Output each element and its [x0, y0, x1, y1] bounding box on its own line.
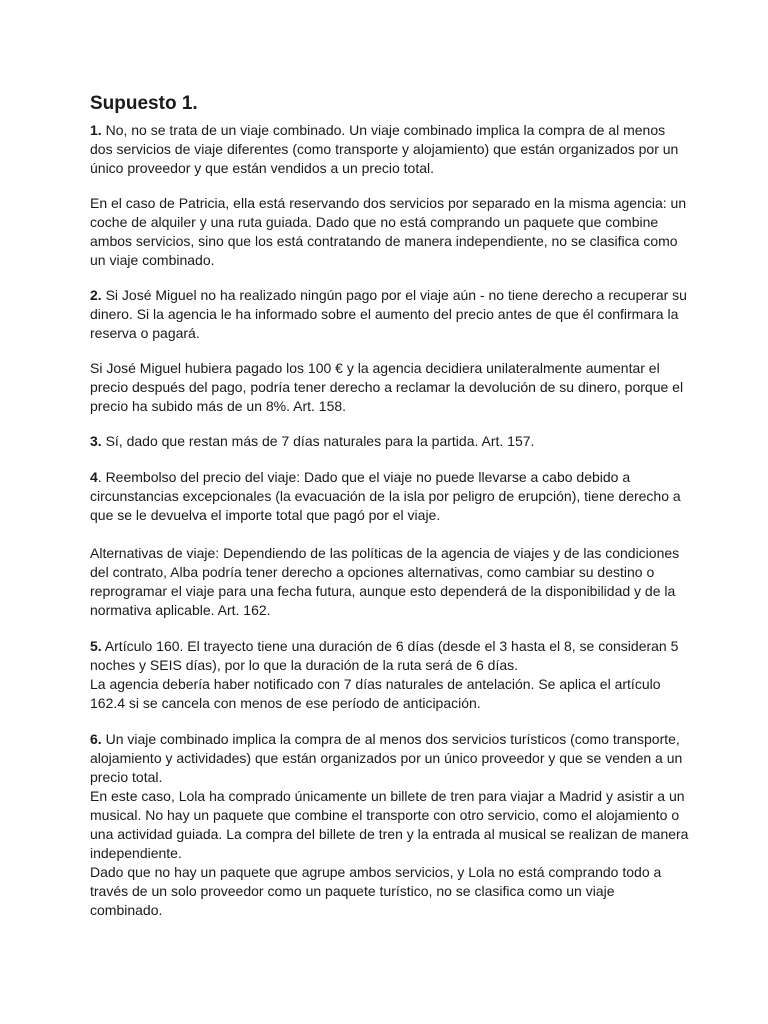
answer-5-paragraph-2: La agencia debería haber notificado con 7 días naturales de antelación. Se aplica el artículo 162.4 si se cancela con menos de ese período de anticipación. — [90, 676, 661, 711]
answer-4-paragraph-2: Alternativas de viaje: Dependiendo de las políticas de la agencia de viajes y de las condiciones del contrato, Alba podría tener derecho a opciones alternativas, como cambiar su destino o reprogramar el viaje para una fecha futura, aunque esto dependerá de la disponibilidad y de la normativa aplicable. Art. 162. — [90, 545, 680, 618]
document-title: Supuesto 1. — [90, 93, 198, 114]
answer-2-text: Si José Miguel no ha realizado ningún pago por el viaje aún - no tiene derecho a recuperar su dinero. Si la agencia le ha informado sobre el aumento del precio antes de que él confirmara la reserva o pagará. — [90, 287, 687, 341]
answer-5-paragraph-1 — [90, 637, 690, 675]
answer-2-paragraph-1 — [90, 286, 690, 343]
document-page — [90, 92, 690, 920]
answer-6-text: Un viaje combinado implica la compra de al menos dos servicios turísticos (como transporte, alojamiento y actividades) que están organizados por un único proveedor y que se venden a un precio total. — [90, 731, 683, 785]
answer-1-paragraph-1 — [90, 121, 690, 178]
answer-6-paragraph-2: En este caso, Lola ha comprado únicamente un billete de tren para viajar a Madrid y asistir a un musical. No hay un paquete que combine el transporte con otro servicio, como el alojamiento o una actividad guiada. La compra del billete de tren y la entrada al musical se realizan de manera independiente. — [90, 788, 689, 861]
answer-1-paragraph-2: En el caso de Patricia, ella está reservando dos servicios por separado en la misma agencia: un coche de alquiler y una ruta guiada. Dado que no está comprando un paquete que combine ambos servicios, sino que los está contratando de manera independiente, no se clasifica como un viaje combinado. — [90, 195, 687, 268]
answer-6-paragraph-3: Dado que no hay un paquete que agrupe ambos servicios, y Lola no está comprando todo a través de un solo proveedor como un paquete turístico, no se clasifica como un viaje combinado. — [90, 864, 662, 918]
answer-6-paragraph-1 — [90, 730, 690, 787]
answer-6-number: 6. — [90, 731, 102, 747]
answer-5-number: 5. — [90, 638, 102, 654]
answer-3-number: 3. — [90, 433, 102, 449]
answer-1-number: 1. — [90, 122, 102, 138]
answer-4-paragraph-1 — [90, 468, 690, 525]
answer-2-paragraph-2: Si José Miguel hubiera pagado los 100 € y la agencia decidiera unilateralmente aumentar el precio después del pago, podría tener derecho a reclamar la devolución de su dinero, porque el precio ha subido más de un 8%. Art. 158. — [90, 360, 684, 414]
answer-4-text: . Reembolso del precio del viaje: Dado que el viaje no puede llevarse a cabo debido a circunstancias excepcionales (la evacuación de la isla por peligro de erupción), tiene derecho a que se le devuelva el importe total que pagó por el viaje. — [90, 469, 681, 523]
answer-1-text: No, no se trata de un viaje combinado. Un viaje combinado implica la compra de al menos dos servicios de viaje diferentes (como transporte y alojamiento) que están organizados por un único proveedor y que están vendidos a un precio total. — [90, 122, 679, 176]
answer-5-text: Artículo 160. El trayecto tiene una duración de 6 días (desde el 3 hasta el 8, se consideran 5 noches y SEIS días), por lo que la duración de la ruta será de 6 días. — [90, 638, 679, 673]
answer-4-number: 4 — [90, 469, 98, 485]
answer-2-number: 2. — [90, 287, 102, 303]
answer-3-paragraph-1 — [90, 432, 690, 451]
answer-3-text: Sí, dado que restan más de 7 días naturales para la partida. Art. 157. — [101, 433, 535, 449]
